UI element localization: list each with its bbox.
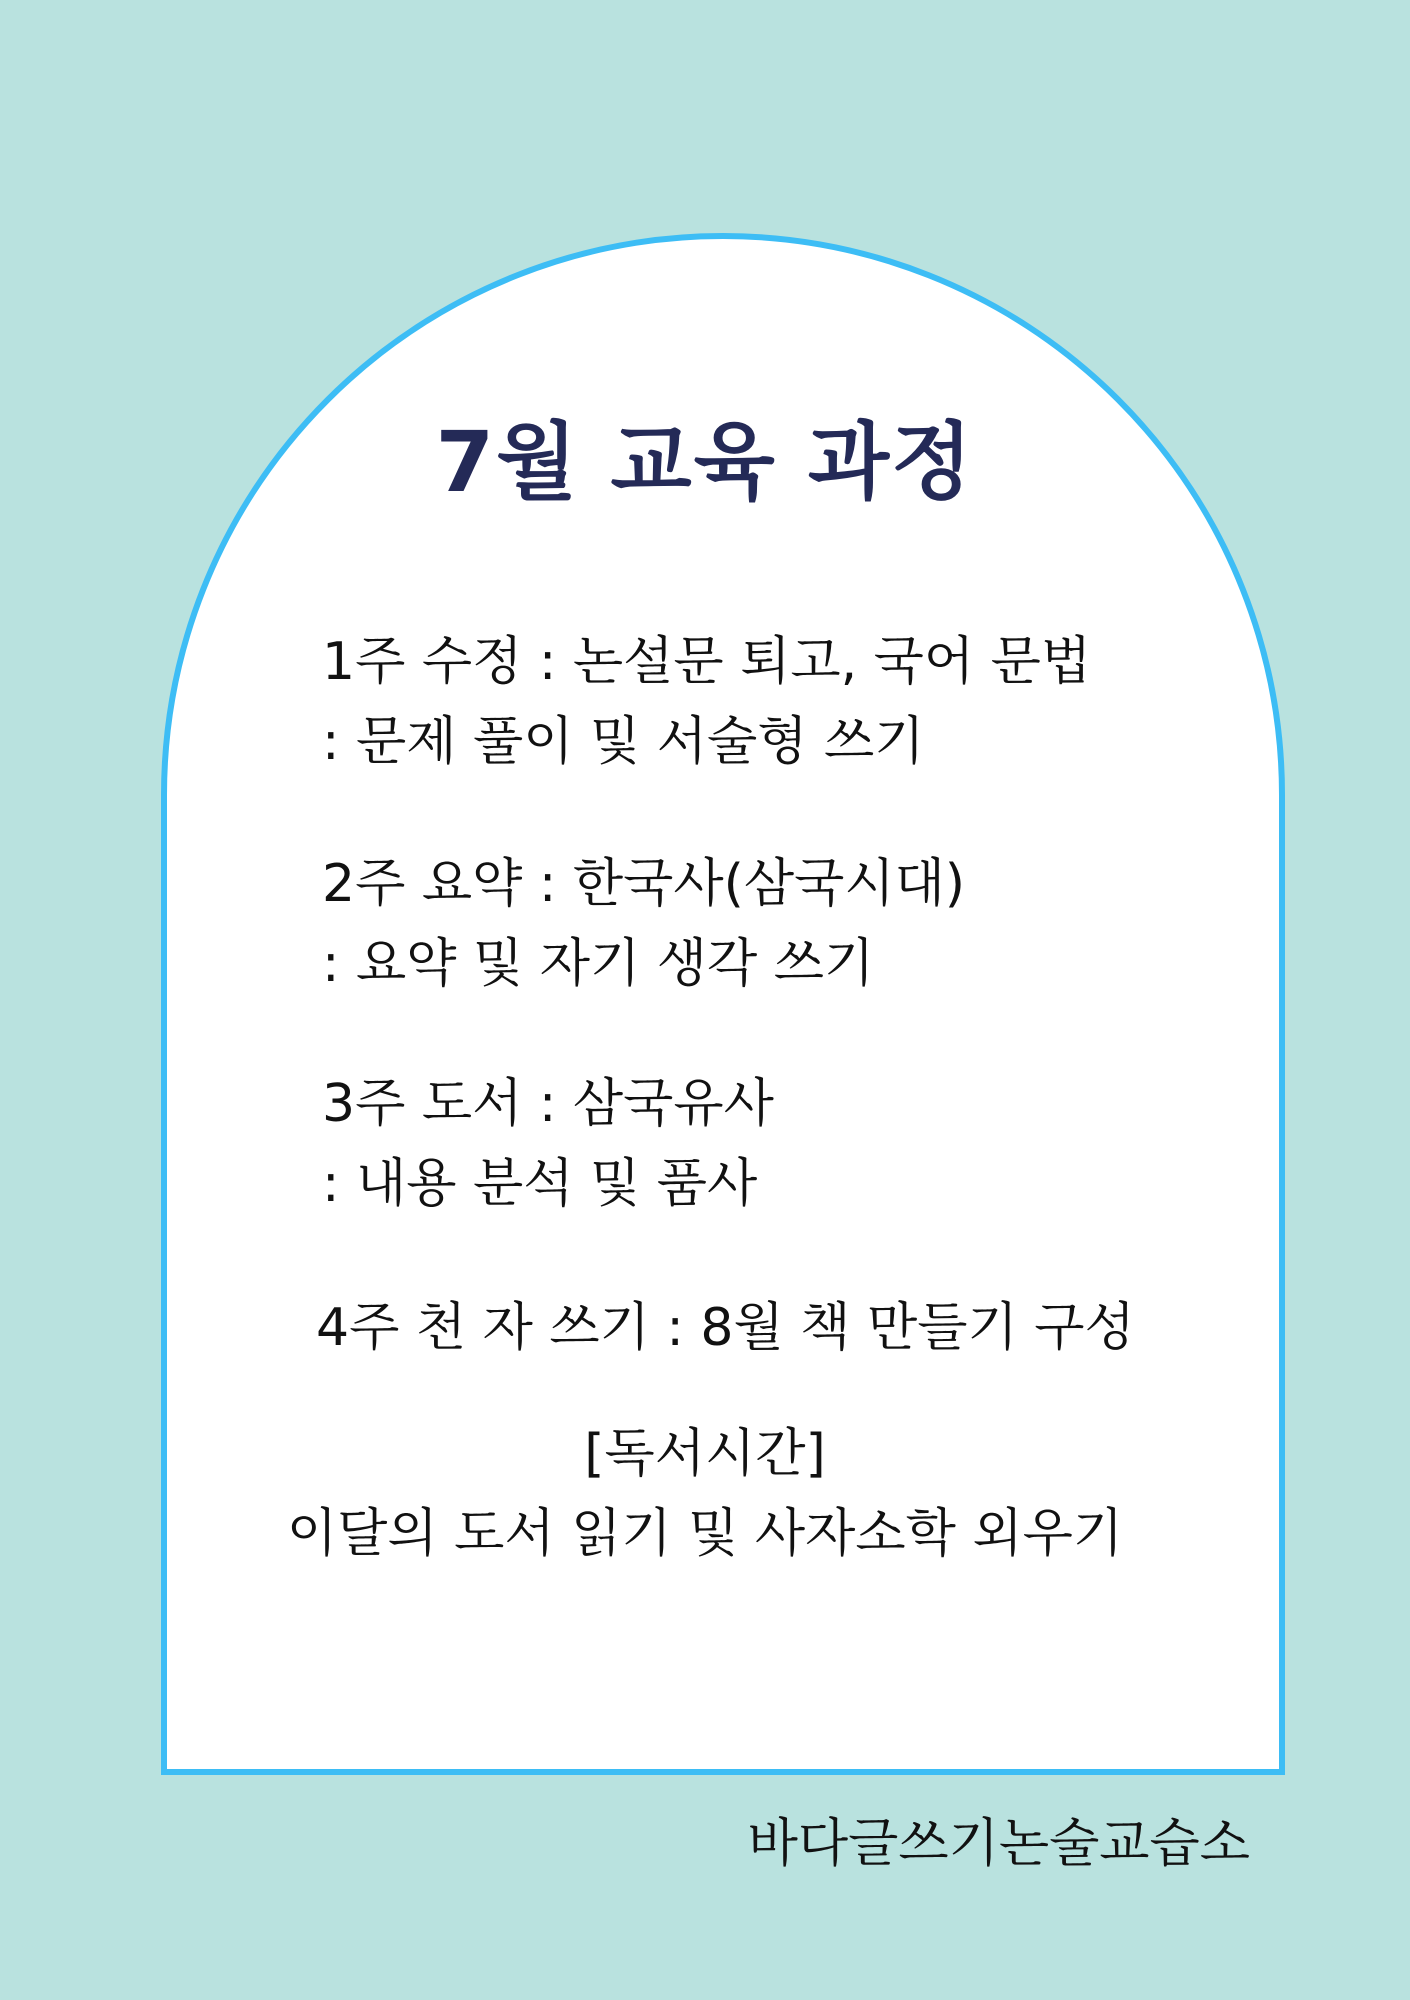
week-2-heading: 2주 요약 : 한국사(삼국시대) <box>322 854 966 914</box>
week-1-detail: : 문제 풀이 및 서술형 쓰기 <box>322 712 925 772</box>
reading-heading: [독서시간] <box>584 1424 826 1484</box>
week-3-detail: : 내용 분석 및 품사 <box>322 1154 758 1214</box>
week-2-detail: : 요약 및 자기 생각 쓰기 <box>322 934 875 994</box>
week-4-heading: 4주 천 자 쓰기 : 8월 책 만들기 구성 <box>316 1298 1135 1358</box>
academy-name: 바다글쓰기논술교습소 <box>747 1814 1250 1874</box>
reading-detail: 이달의 도서 읽기 및 사자소학 외우기 <box>286 1504 1124 1564</box>
week-1-heading: 1주 수정 : 논설문 퇴고, 국어 문법 <box>322 632 1092 692</box>
page-title: 7월 교육 과정 <box>435 413 975 511</box>
week-3-heading: 3주 도서 : 삼국유사 <box>322 1074 774 1134</box>
